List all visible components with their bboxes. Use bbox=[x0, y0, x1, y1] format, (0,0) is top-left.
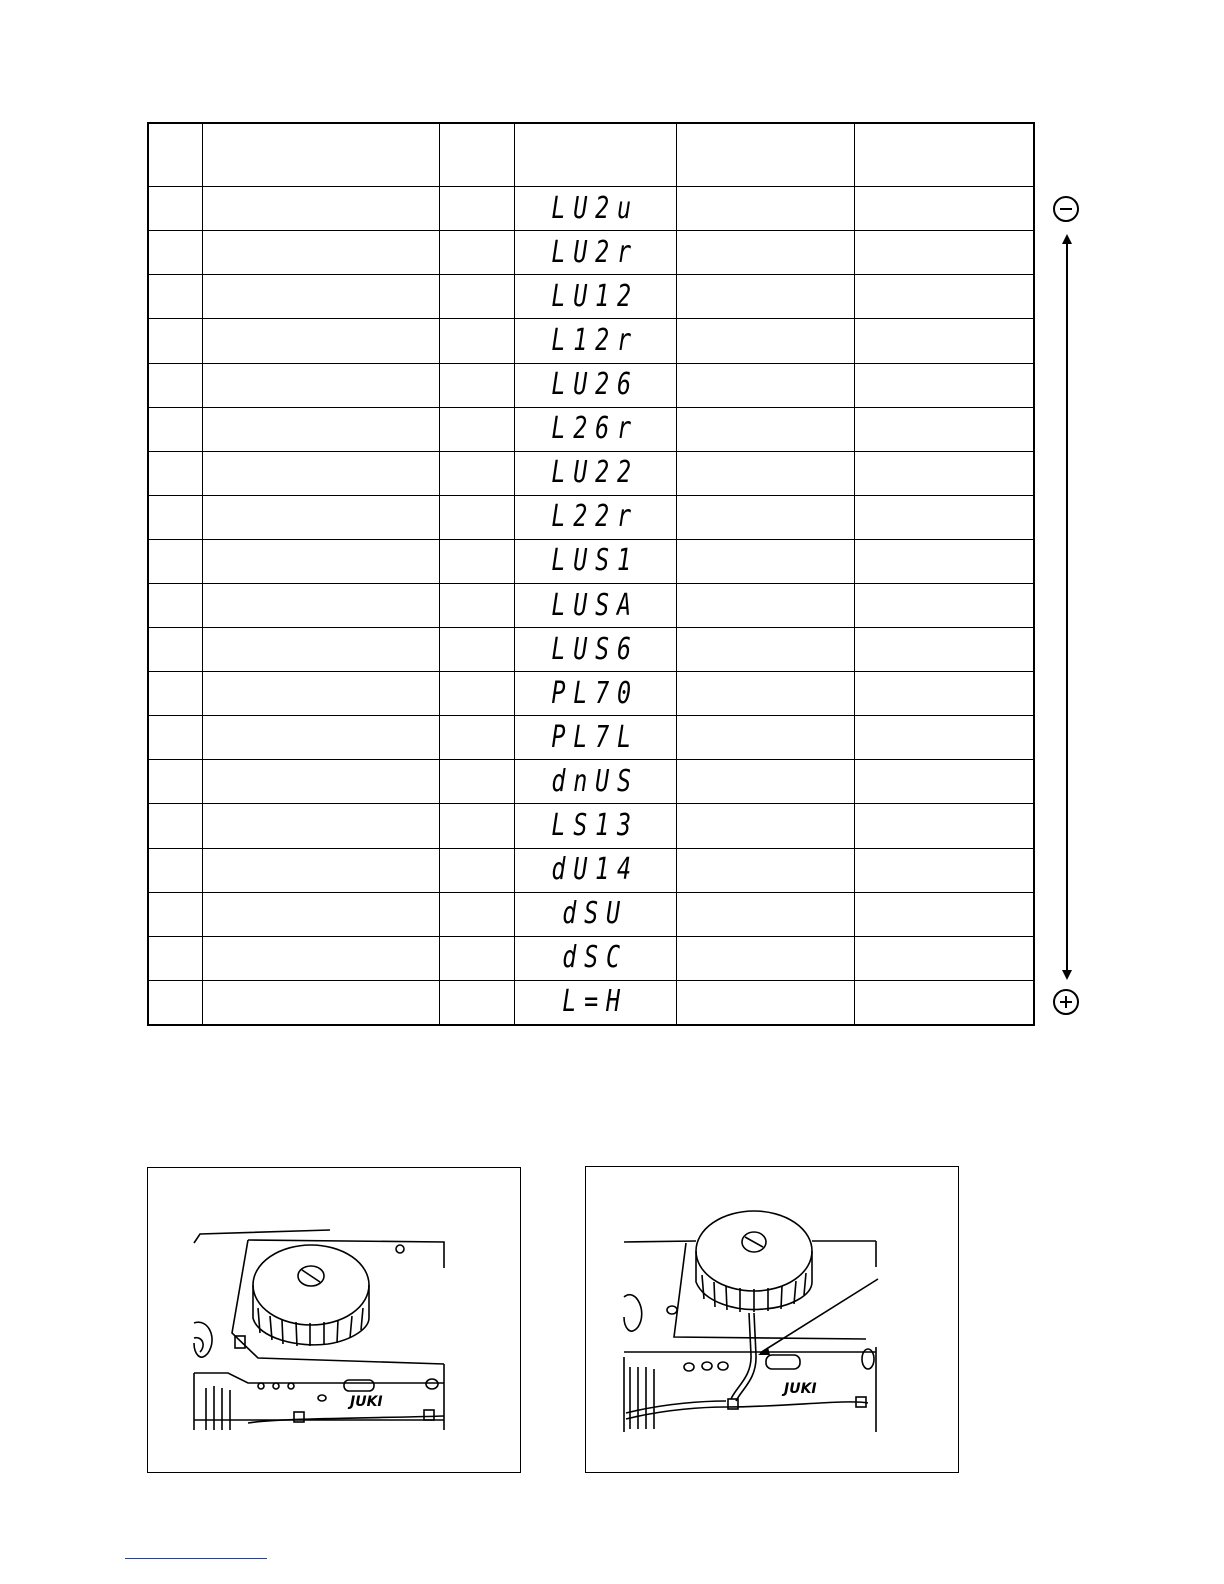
table-row bbox=[148, 892, 1034, 936]
table-row bbox=[148, 980, 1034, 1025]
lcd-code: dnUS bbox=[551, 763, 639, 799]
lcd-code: PL7L bbox=[551, 719, 639, 755]
table-row bbox=[148, 407, 1034, 451]
lcd-code: L12r bbox=[551, 322, 639, 358]
table-row bbox=[148, 451, 1034, 495]
illustration-right bbox=[585, 1166, 959, 1473]
table-row bbox=[148, 231, 1034, 275]
table-row bbox=[148, 583, 1034, 627]
brand-logo: JUKI bbox=[784, 1381, 817, 1397]
plus-circle-icon bbox=[1053, 989, 1079, 1015]
lcd-code: PL70 bbox=[551, 675, 639, 711]
lcd-code: LU26 bbox=[551, 367, 639, 403]
table-row bbox=[148, 716, 1034, 760]
brand-logo: JUKI bbox=[350, 1394, 383, 1410]
arrow-shaft bbox=[1066, 242, 1068, 972]
lcd-code: LU2u bbox=[551, 190, 639, 226]
code-table bbox=[147, 122, 1035, 1026]
table-row bbox=[148, 539, 1034, 583]
lcd-code: LUS6 bbox=[551, 631, 639, 667]
lcd-code: L=H bbox=[562, 984, 628, 1020]
arrow-down-icon bbox=[1062, 970, 1072, 980]
minus-circle-icon bbox=[1053, 196, 1079, 222]
lcd-code: L26r bbox=[551, 411, 639, 447]
table-row bbox=[148, 760, 1034, 804]
illustration-left bbox=[147, 1167, 521, 1473]
table-row bbox=[148, 804, 1034, 848]
lcd-code: LU12 bbox=[551, 278, 639, 314]
lcd-code: dSC bbox=[562, 940, 628, 976]
table-row bbox=[148, 275, 1034, 319]
table-row bbox=[148, 848, 1034, 892]
arrow-pointer-icon bbox=[758, 1347, 770, 1355]
lcd-code: dU14 bbox=[551, 852, 639, 888]
table-row bbox=[148, 495, 1034, 539]
table-row bbox=[148, 319, 1034, 363]
lcd-code: dSU bbox=[562, 896, 628, 932]
table-row bbox=[148, 628, 1034, 672]
table-row bbox=[148, 187, 1034, 231]
lcd-code: LU2r bbox=[551, 234, 639, 270]
table-row bbox=[148, 672, 1034, 716]
lcd-code: LUSA bbox=[551, 587, 639, 623]
lcd-code: LU22 bbox=[551, 455, 639, 491]
handwheel-illustration bbox=[148, 1168, 520, 1472]
table-row bbox=[148, 936, 1034, 980]
lcd-code: L22r bbox=[551, 499, 639, 535]
adjustment-direction-arrow bbox=[1046, 192, 1090, 1022]
table-header-row bbox=[148, 123, 1034, 187]
handwheel-wire-illustration bbox=[586, 1167, 958, 1472]
footer-divider bbox=[125, 1558, 267, 1559]
table-row bbox=[148, 363, 1034, 407]
lcd-code: LUS1 bbox=[551, 543, 639, 579]
lcd-code: LS13 bbox=[551, 808, 639, 843]
